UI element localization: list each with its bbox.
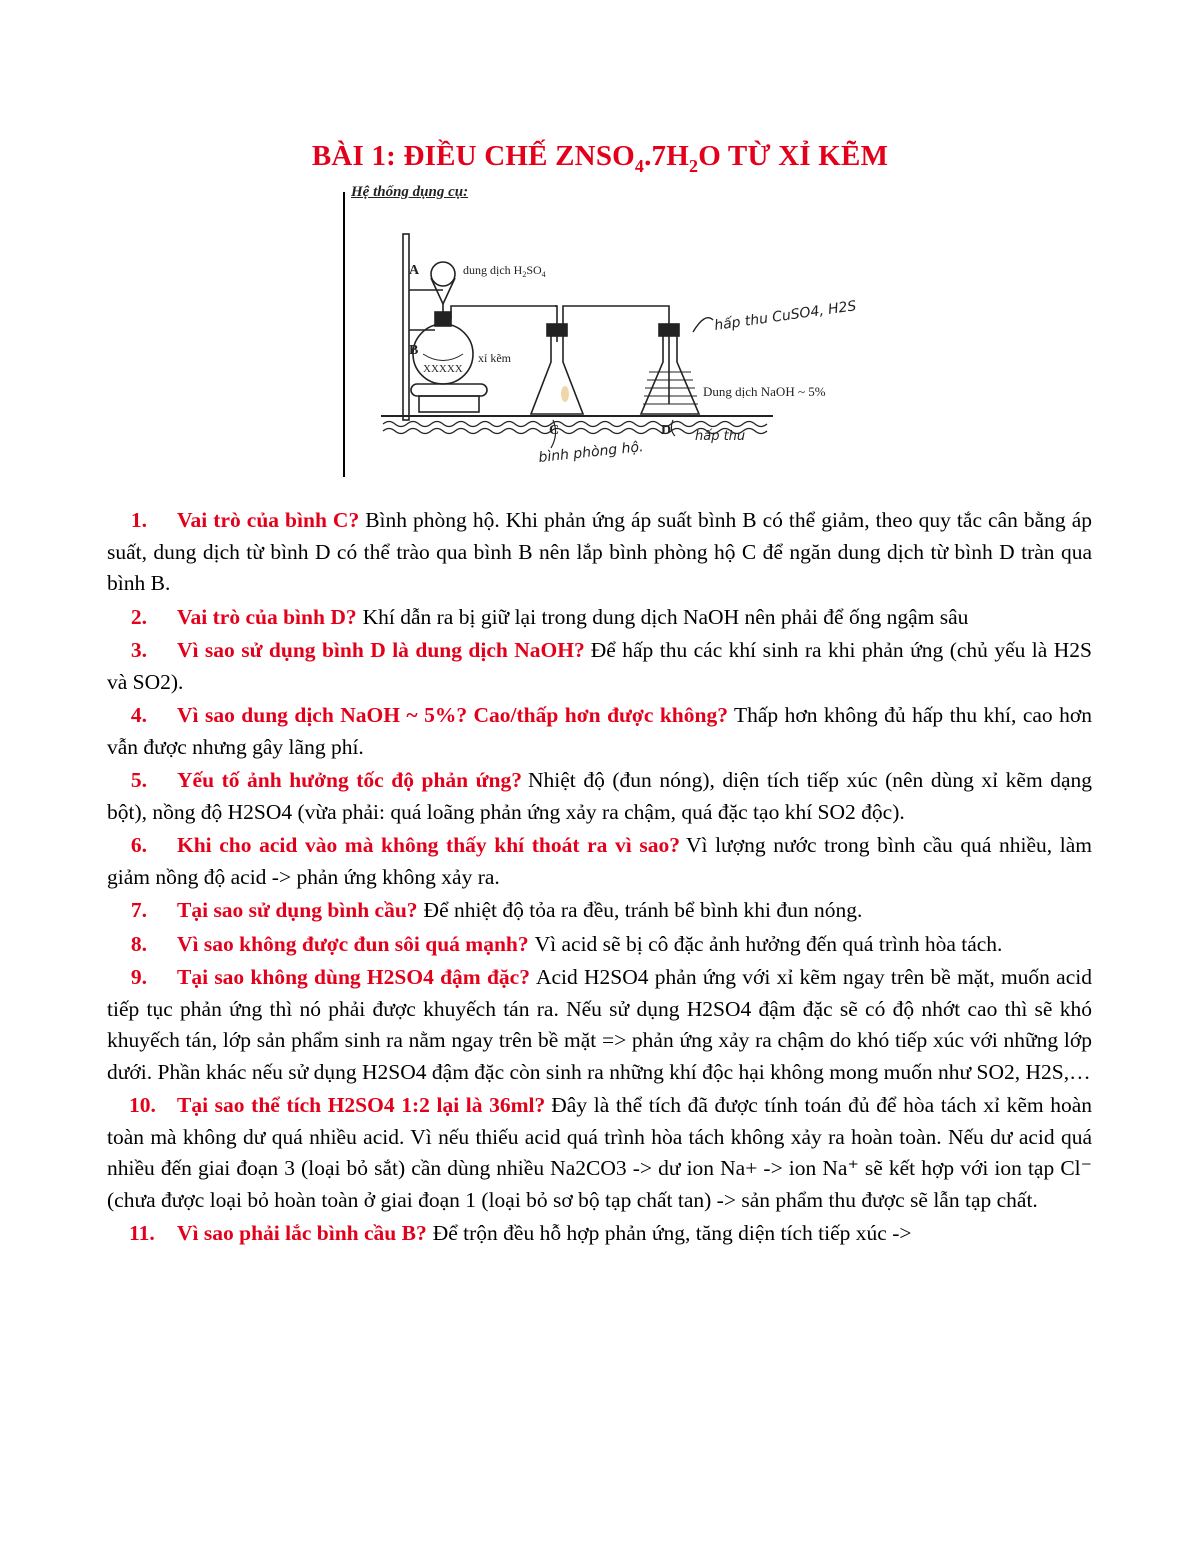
- question-item: 2. Vai trò của bình D? Khí dẫn ra bị giữ lại trong dung dịch NaOH nên phải để ống ngậm sâu: [130, 604, 969, 629]
- question-text: Tại sao không dùng H2SO4 đậm đặc?: [177, 965, 530, 989]
- question-item: 3. Vì sao sử dụng bình D là dung dịch NaOH? Để hấp thu các khí sinh ra khi phản ứng (chủ yếu là H2S và SO2).: [107, 638, 1092, 694]
- question-item: 9. Tại sao không dùng H2SO4 đậm đặc? Acid H2SO4 phản ứng với xỉ kẽm ngay trên bề mặt, muốn acid tiếp tục phản ứng thì nó phải được khuyếch tán ra. Nếu sử dụng H2SO4 đậm đặc sẽ có độ nhớt cao thì sẽ khó khuyếch tán, lớp sản phẩm sinh ra nằm ngay trên bề mặt => phản ứng xảy ra chậm do khó tiếp xúc với những lớp dưới. Phần khác nếu sử dụng H2SO4 đậm đặc còn sinh ra những khí độc hại không mong muốn như SO2, H2S,…: [107, 965, 1092, 1084]
- question-text: Khi cho acid vào mà không thấy khí thoát ra vì sao?: [177, 833, 680, 857]
- figure-heading: Hệ thống dụng cụ:: [351, 184, 469, 200]
- answer-text: Để nhiệt độ tỏa ra đều, tránh bể bình khi đun nóng.: [423, 898, 863, 922]
- question-item: 4. Vì sao dung dịch NaOH ~ 5%? Cao/thấp hơn được không? Thấp hơn không đủ hấp thu khí, cao hơn vẫn được nhưng gây lãng phí.: [107, 703, 1092, 759]
- label-a: A: [409, 263, 420, 278]
- zinc-marks: XXXXX: [423, 363, 463, 375]
- answer-text: Khí dẫn ra bị giữ lại trong dung dịch NaOH nên phải để ống ngậm sâu: [362, 604, 969, 629]
- question-text: Vai trò của bình D?: [177, 604, 357, 629]
- answer-text: Nhiệt độ (đun nóng), diện tích tiếp xúc (nên dùng xỉ kẽm dạng bột), nồng độ H2SO4 (vừa phải: quá loãng phản ứng xảy ra chậm, quá đặc tạo khí SO2 độc).: [107, 768, 1093, 824]
- question-item: 6. Khi cho acid vào mà không thấy khí thoát ra vì sao? Vì lượng nước trong bình cầu quá nhiều, làm giảm nồng độ acid -> phản ứng không xảy ra.: [107, 833, 1092, 889]
- answer-text: Vì lượng nước trong bình cầu quá nhiều, làm giảm nồng độ acid -> phản ứng không xảy ra.: [107, 833, 1092, 889]
- apparatus-diagram: [343, 182, 913, 477]
- answer-text: Đây là thể tích đã được tính toán đủ để hòa tách xỉ kẽm hoàn toàn mà không dư quá nhiều acid. Vì nếu thiếu acid quá trình hòa tách không xảy ra hoàn toàn. Nếu dư acid quá nhiều đến giai đoạn 3 (loại bỏ sắt) cần dùng nhiều Na2CO3 -> dư ion Na+ -> ion Na⁺ sẽ kết hợp với ion tạp Cl⁻ (chưa được loại bỏ hoàn toàn ở giai đoạn 1 (loại bỏ sơ bộ tạp chất tan) -> sản phẩm thu được sẽ lẫn tạp chất.: [107, 1093, 1093, 1212]
- answer-text: Vì acid sẽ bị cô đặc ảnh hưởng đến quá trình hòa tách.: [534, 931, 1003, 956]
- answer-text: Để hấp thu các khí sinh ra khi phản ứng (chủ yếu là H2S và SO2).: [107, 638, 1092, 694]
- question-text: Vai trò của bình C?: [177, 508, 360, 532]
- question-text: Vì sao phải lắc bình cầu B?: [177, 1221, 427, 1245]
- question-item: 1. Vai trò của bình C? Bình phòng hộ. Khi phản ứng áp suất bình B có thể giảm, theo quy tắc cân bằng áp suất, dung dịch từ bình D có thể trào qua bình B nên lắp bình phòng hộ C để ngăn dung dịch từ bình D tràn qua bình B.: [107, 508, 1092, 595]
- question-item: 8. Vì sao không được đun sôi quá mạnh? Vì acid sẽ bị cô đặc ảnh hưởng đến quá trình hòa tách.: [130, 931, 1003, 956]
- label-b: B: [409, 343, 419, 358]
- page-title: BÀI 1: ĐIỀU CHẾ $ZNSO_4.7H_2O$ TỪ XỈ KẼM: [311, 140, 889, 176]
- question-text: Tại sao thể tích H2SO4 1:2 lại là 36ml?: [177, 1093, 546, 1117]
- answer-text: Bình phòng hộ. Khi phản ứng áp suất bình B có thể giảm, theo quy tắc cân bằng áp suất, dung dịch từ bình D có thể trào qua bình B nên lắp bình phòng hộ C để ngăn dung dịch từ bình D tràn qua bình B.: [107, 508, 1092, 595]
- question-item: 5. Yếu tố ảnh hưởng tốc độ phản ứng? Nhiệt độ (đun nóng), diện tích tiếp xúc (nên dùng xỉ kẽm dạng bột), nồng độ H2SO4 (vừa phải: quá loãng phản ứng xảy ra chậm, quá đặc tạo khí SO2 độc).: [107, 768, 1093, 824]
- question-item: 11. Vì sao phải lắc bình cầu B? Để trộn đều hỗ hợp phản ứng, tăng diện tích tiếp xúc ->: [129, 1221, 912, 1245]
- naoh-label: Dung dịch NaOH ~ 5%: [703, 384, 826, 399]
- zinc-label: xỉ kẽm: [478, 351, 511, 365]
- question-text: Vì sao dung dịch NaOH ~ 5%? Cao/thấp hơn được không?: [177, 703, 728, 727]
- label-d: D: [661, 423, 672, 438]
- question-list: [107, 505, 1092, 1252]
- answer-text: Acid H2SO4 phản ứng với xỉ kẽm ngay trên bề mặt, muốn acid tiếp tục phản ứng thì nó phải được khuyếch tán ra. Nếu sử dụng H2SO4 đậm đặc sẽ có độ nhớt cao thì sẽ khó khuyếch tán, lớp sản phẩm sinh ra nằm ngay trên bề mặt => phản ứng xảy ra chậm do khó tiếp xúc với những lớp dưới. Phần khác nếu sử dụng H2SO4 đậm đặc còn sinh ra những khí độc hại không mong muốn như SO2, H2S,…: [107, 965, 1092, 1084]
- label-c: C: [549, 423, 560, 438]
- question-text: Vì sao sử dụng bình D là dung dịch NaOH?: [177, 638, 585, 662]
- question-text: Vì sao không được đun sôi quá mạnh?: [177, 931, 529, 956]
- question-item: 7. Tại sao sử dụng bình cầu? Để nhiệt độ tỏa ra đều, tránh bể bình khi đun nóng.: [130, 898, 863, 922]
- question-item: 10. Tại sao thể tích H2SO4 1:2 lại là 36ml? Đây là thể tích đã được tính toán đủ để hòa tách xỉ kẽm hoàn toàn mà không dư quá nhiều acid. Vì nếu thiếu acid quá trình hòa tách không xảy ra hoàn toàn. Nếu dư acid quá nhiều đến giai đoạn 3 (loại bỏ sắt) cần dùng nhiều Na2CO3 -> dư ion Na+ -> ion Na⁺ sẽ kết hợp với ion tạp Cl⁻ (chưa được loại bỏ hoàn toàn ở giai đoạn 1 (loại bỏ sơ bộ tạp chất tan) -> sản phẩm thu được sẽ lẫn tạp chất.: [107, 1093, 1093, 1212]
- answer-text: Để trộn đều hỗ hợp phản ứng, tăng diện tích tiếp xúc ->: [432, 1221, 912, 1245]
- question-text: Tại sao sử dụng bình cầu?: [177, 898, 418, 922]
- question-text: Yếu tố ảnh hưởng tốc độ phản ứng?: [177, 768, 523, 792]
- handwritten-d-note: hấp thu: [695, 429, 746, 444]
- handwritten-top-note: hấp thu CuSO4, H2S: [713, 298, 858, 334]
- handwritten-c-note: bình phòng hộ.: [537, 439, 645, 466]
- funnel-label: dung dịch $H_2SO_4$: [463, 263, 546, 279]
- apparatus-figure: [343, 182, 913, 477]
- answer-text: Thấp hơn không đủ hấp thu khí, cao hơn vẫn được nhưng gây lãng phí.: [107, 703, 1092, 759]
